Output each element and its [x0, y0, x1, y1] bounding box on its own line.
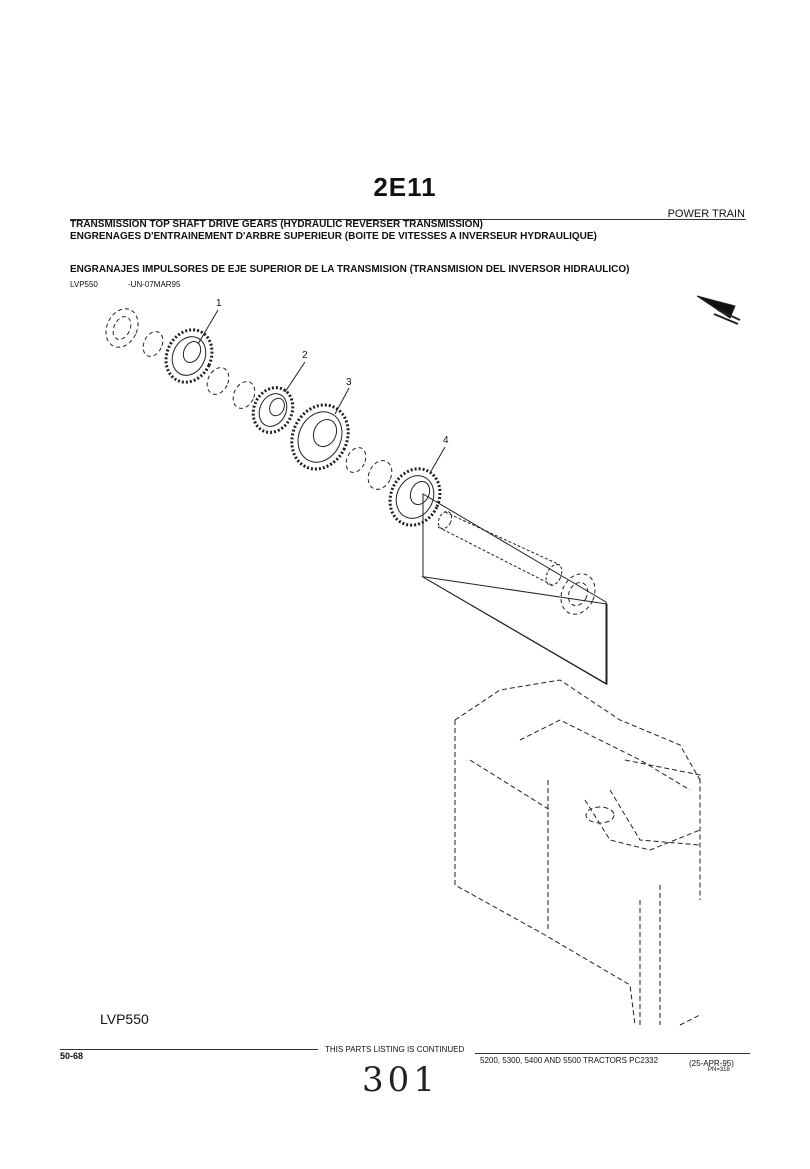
continued-note: THIS PARTS LISTING IS CONTINUED	[325, 1045, 465, 1054]
bearing-left	[100, 304, 144, 353]
handwritten-page-number: 301	[362, 1060, 439, 1100]
footer-models: 5200, 5300, 5400 AND 5500 TRACTORS PC2332	[480, 1056, 659, 1065]
callout-2: 2	[302, 350, 308, 361]
gear-4	[381, 461, 449, 534]
illustration-code: LVP550	[70, 280, 98, 289]
footer-rule-right	[475, 1053, 750, 1054]
title-french: ENGRENAGES D'ENTRAINEMENT D'ARBRE SUPERIEUR (BOITE DE VITESSES A INVERSEUR HYDRAULIQUE)	[70, 231, 597, 242]
illustration-date: -UN-07MAR95	[128, 280, 181, 289]
page-code: 2E11	[373, 172, 437, 202]
callout-4: 4	[443, 435, 449, 446]
orientation-arrow-icon	[697, 296, 740, 324]
title-english: TRANSMISSION TOP SHAFT DRIVE GEARS (HYDRAULIC REVERSER TRANSMISSION)	[70, 219, 483, 230]
bushing-1	[203, 364, 259, 412]
gear-2	[246, 381, 300, 439]
washer	[139, 328, 166, 359]
bushing-2	[342, 444, 396, 493]
top-shaft	[436, 509, 565, 588]
gear-1	[158, 322, 221, 390]
figure-label: LVP550	[100, 1011, 149, 1027]
footer-pn: PN=318	[708, 1067, 730, 1073]
transmission-housing	[455, 680, 700, 1025]
page-number: 50-68	[60, 1051, 84, 1061]
footer-date: (25-APR-95)	[689, 1059, 734, 1068]
footer-rule-left	[60, 1049, 318, 1050]
section-label: POWER TRAIN	[667, 208, 745, 220]
title-spanish: ENGRANAJES IMPULSORES DE EJE SUPERIOR DE LA TRANSMISION (TRANSMISION DEL INVERSOR HIDRAULICO)	[70, 264, 630, 275]
callout-3: 3	[346, 377, 352, 388]
callout-1: 1	[216, 298, 222, 309]
